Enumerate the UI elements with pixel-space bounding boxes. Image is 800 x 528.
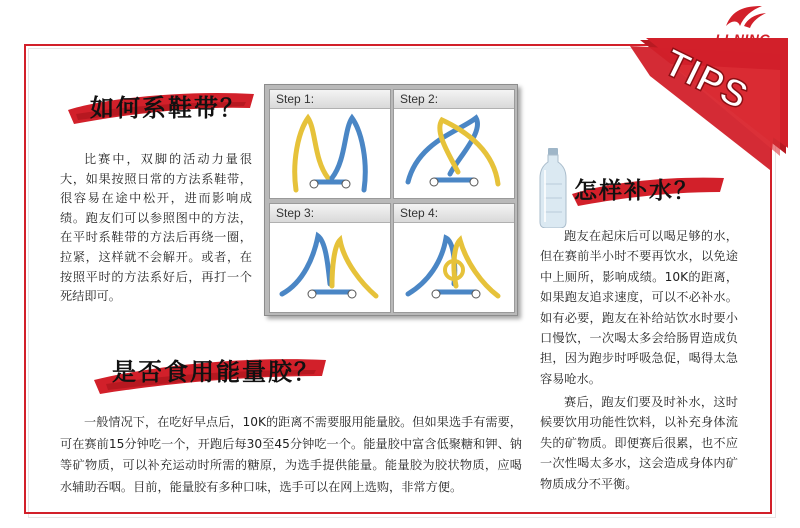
section-title-shoelace: 如何系鞋带？	[90, 94, 246, 122]
step-1	[269, 89, 391, 199]
step-2	[393, 89, 515, 199]
shoelace-step-4-icon	[398, 226, 510, 310]
water-bottle-icon	[538, 148, 568, 228]
section-title-water: 怎样补水？	[574, 178, 699, 204]
li-ning-logo-icon	[722, 4, 768, 30]
step-3-label: Step 3:	[270, 204, 390, 223]
shoelace-step-3-icon	[274, 226, 386, 310]
step-1-label: Step 1:	[270, 90, 390, 109]
gel-body: 一般情况下，在吃好早点后，10K的距离不需要服用能量胶。但如果选手有需要，可在赛前15分钟吃一个，开跑后每30至45分钟吃一个。能量胶中富含低聚糖和钾、钠等矿物质，可以补充运动时所需的糖原，为选手提供能量。能量胶为胶状物质，应喝水辅助吞咽。目前，能量胶有多种口味，选手可以在网上选购，非常方便。	[60, 415, 522, 494]
step-4	[393, 203, 515, 313]
shoelace-steps-panel	[264, 84, 518, 316]
tips-banner	[610, 36, 790, 176]
step-3	[269, 203, 391, 313]
step-4-label: Step 4:	[394, 204, 514, 223]
section-title-gel: 是否食用能量胶？	[112, 358, 320, 386]
step-2-label: Step 2:	[394, 90, 514, 109]
water-body-1: 跑友在起床后可以喝足够的水，但在赛前半小时不要再饮水，以免途中上厕所，影响成绩。10K的距离，如果跑友追求速度，可以不必补水。如有必要，跑友在补给站饮水时要小口慢饮，一次喝太多会给肠胃造成负担，因为跑步时呼吸急促，喝得太急容易呛水。	[540, 229, 738, 386]
water-body-2: 赛后，跑友们要及时补水，这时候要饮用功能性饮料，以补充身体流失的矿物质。即便赛后很累，也不应一次性喝太多水，这会造成身体内矿物质成分不平衡。	[540, 395, 738, 491]
shoelace-step-2-icon	[398, 112, 510, 196]
shoelace-body: 比赛中，双脚的活动力量很大，如果按照日常的方法系鞋带，很容易在途中松开，进而影响成绩。跑友们可以参照图中的方法，在平时系鞋带的方法后再绕一圈，拉紧，这样就不会解开。或者，在按照平时的方法系好后，再打一个死结即可。	[60, 152, 252, 304]
tips-label: TIPS	[657, 41, 756, 119]
shoelace-step-1-icon	[274, 112, 386, 196]
